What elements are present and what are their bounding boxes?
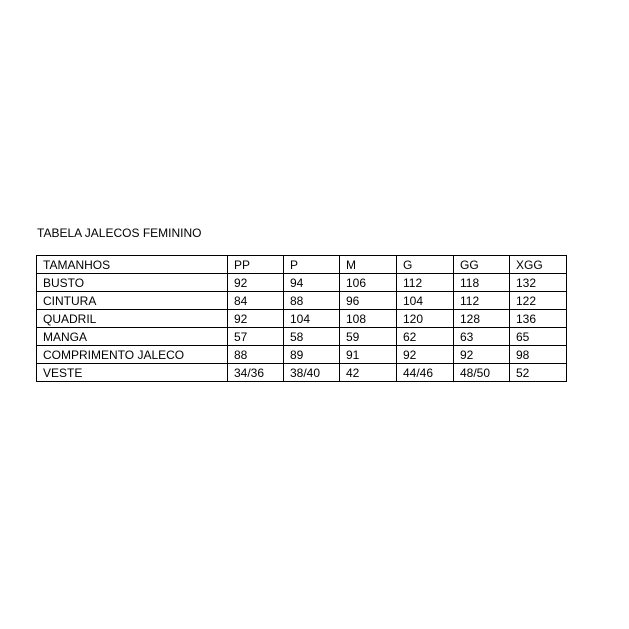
table-cell: 57 bbox=[228, 328, 284, 346]
table-cell: 92 bbox=[228, 274, 284, 292]
table-cell: 92 bbox=[228, 310, 284, 328]
row-label: BUSTO bbox=[37, 274, 228, 292]
table-cell: 96 bbox=[340, 292, 397, 310]
row-label: COMPRIMENTO JALECO bbox=[37, 346, 228, 364]
table-cell: 94 bbox=[284, 274, 340, 292]
table-row bbox=[37, 274, 567, 292]
table-cell: 132 bbox=[510, 274, 567, 292]
header-cell-xgg: XGG bbox=[510, 256, 567, 274]
table-cell: 58 bbox=[284, 328, 340, 346]
table-cell: 91 bbox=[340, 346, 397, 364]
table-row bbox=[37, 328, 567, 346]
row-label: CINTURA bbox=[37, 292, 228, 310]
table-cell: 104 bbox=[397, 292, 454, 310]
table-cell: 62 bbox=[397, 328, 454, 346]
table-cell: 84 bbox=[228, 292, 284, 310]
size-table bbox=[36, 255, 567, 382]
table-cell: 88 bbox=[284, 292, 340, 310]
table-row bbox=[37, 292, 567, 310]
header-cell-gg: GG bbox=[454, 256, 510, 274]
table-cell: 122 bbox=[510, 292, 567, 310]
table-cell: 106 bbox=[340, 274, 397, 292]
table-cell: 92 bbox=[397, 346, 454, 364]
table-cell: 104 bbox=[284, 310, 340, 328]
table-cell: 89 bbox=[284, 346, 340, 364]
table-cell: 120 bbox=[397, 310, 454, 328]
table-cell: 108 bbox=[340, 310, 397, 328]
header-cell-g: G bbox=[397, 256, 454, 274]
header-cell-pp: PP bbox=[228, 256, 284, 274]
table-cell: 48/50 bbox=[454, 364, 510, 382]
table-cell: 92 bbox=[454, 346, 510, 364]
table-cell: 128 bbox=[454, 310, 510, 328]
table-row bbox=[37, 346, 567, 364]
header-cell-m: M bbox=[340, 256, 397, 274]
table-cell: 112 bbox=[454, 292, 510, 310]
table-cell: 38/40 bbox=[284, 364, 340, 382]
table-header-row bbox=[37, 256, 567, 274]
table-cell: 42 bbox=[340, 364, 397, 382]
table-cell: 98 bbox=[510, 346, 567, 364]
header-cell-p: P bbox=[284, 256, 340, 274]
row-label: VESTE bbox=[37, 364, 228, 382]
table-cell: 44/46 bbox=[397, 364, 454, 382]
table-cell: 88 bbox=[228, 346, 284, 364]
table-cell: 34/36 bbox=[228, 364, 284, 382]
table-title: TABELA JALECOS FEMININO bbox=[37, 226, 202, 240]
table-row bbox=[37, 364, 567, 382]
row-label: QUADRIL bbox=[37, 310, 228, 328]
table-cell: 63 bbox=[454, 328, 510, 346]
table-cell: 59 bbox=[340, 328, 397, 346]
table-cell: 65 bbox=[510, 328, 567, 346]
table-row bbox=[37, 310, 567, 328]
header-cell-sizes: TAMANHOS bbox=[37, 256, 228, 274]
row-label: MANGA bbox=[37, 328, 228, 346]
table-cell: 112 bbox=[397, 274, 454, 292]
table-cell: 136 bbox=[510, 310, 567, 328]
table-cell: 52 bbox=[510, 364, 567, 382]
table-cell: 118 bbox=[454, 274, 510, 292]
